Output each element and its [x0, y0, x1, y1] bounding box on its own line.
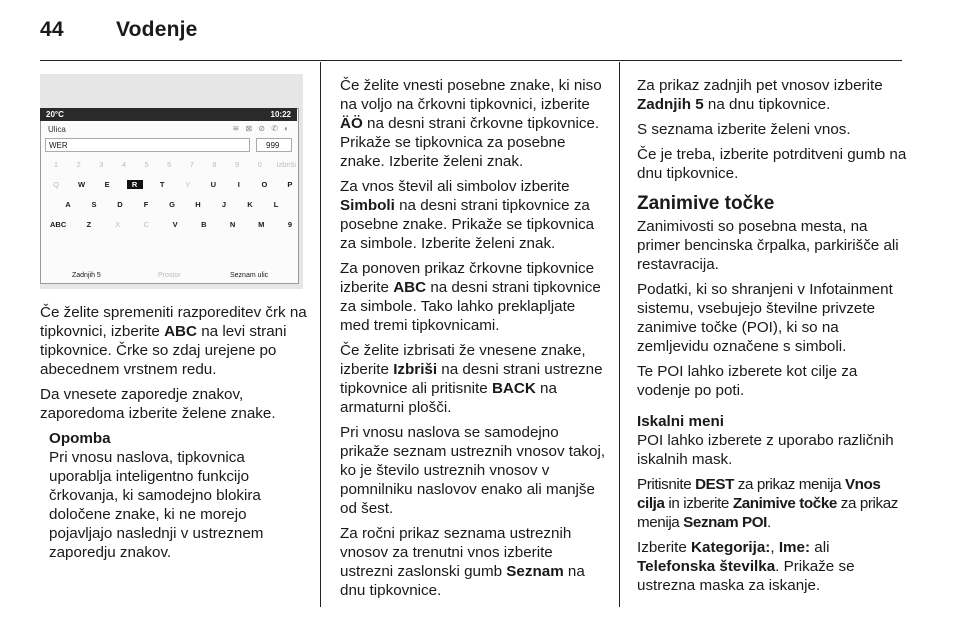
- column-divider-2: [619, 62, 620, 607]
- key[interactable]: I: [237, 180, 240, 189]
- key[interactable]: O: [261, 180, 268, 189]
- paragraph: Če je treba, izberite potrditveni gumb na dnu tipkovnice.: [637, 146, 907, 182]
- screen-title: Ulica: [48, 125, 66, 134]
- paragraph: Zanimivosti so posebna mesta, na primer bencinska črpalka, parkirišče ali restavracija.: [637, 218, 899, 273]
- paragraph: Izberite Kategorija:, Ime: ali Telefonska številka. Prikaže se ustrezna maska za iskanje.: [637, 539, 855, 594]
- column-1: [40, 303, 308, 562]
- symbols-key[interactable]: 9: [287, 220, 293, 229]
- status-bar: [40, 108, 297, 121]
- key[interactable]: 2: [76, 160, 81, 169]
- key[interactable]: M: [258, 220, 265, 229]
- street-list-button[interactable]: Seznam ulic: [230, 272, 269, 279]
- key[interactable]: 5: [144, 160, 149, 169]
- paragraph: POI lahko izberete z uporabo različnih iskalnih mask.: [637, 432, 894, 468]
- address-input[interactable]: WER: [45, 138, 250, 152]
- key[interactable]: 3: [99, 160, 104, 169]
- paragraph: Te POI lahko izberete kot cilje za vodenje po poti.: [637, 363, 858, 399]
- key[interactable]: 4: [121, 160, 126, 169]
- paragraph: Za ponoven prikaz črkovne tipkovnice izberite ABC na desni strani tipkovnice za simbole. Tako lahko preklapljate med tremi tipkovnicami.: [340, 260, 601, 334]
- key[interactable]: Z: [86, 220, 92, 229]
- key[interactable]: 9: [235, 160, 240, 169]
- key[interactable]: S: [91, 200, 97, 209]
- paragraph: Če želite izbrisati že vnesene znake, izberite Izbriši na desni strani ustrezne tipkovnice ali pritisnite BACK na armaturni plošči.: [340, 342, 603, 416]
- key[interactable]: W: [78, 180, 86, 189]
- match-count: 999: [256, 138, 292, 152]
- space-button[interactable]: Prostor: [158, 272, 181, 279]
- paragraph: Za prikaz zadnjih pet vnosov izberite Zadnjih 5 na dnu tipkovnice.: [637, 77, 883, 113]
- section-heading: Zanimive točke: [637, 193, 775, 214]
- key[interactable]: F: [143, 200, 149, 209]
- key[interactable]: 0: [257, 160, 262, 169]
- key[interactable]: B: [201, 220, 207, 229]
- key[interactable]: J: [221, 200, 227, 209]
- paragraph: Pritisnite DEST za prikaz menija Vnos cilja in izberite Zanimive točke za prikaz menija Seznam POI.: [637, 476, 898, 531]
- key[interactable]: G: [169, 200, 175, 209]
- status-icons: ≋ ⊠ ⊘ ✆ ◐: [232, 124, 291, 133]
- keyboard-screen-image: [40, 74, 303, 289]
- screen-panel: [40, 108, 299, 284]
- key[interactable]: 8: [212, 160, 217, 169]
- paragraph: Za ročni prikaz seznama ustreznih vnosov za trenutni vnos izberite ustrezni zaslonski gumb Seznam na dnu tipkovnice.: [340, 525, 585, 599]
- key[interactable]: T: [159, 180, 165, 189]
- delete-key[interactable]: Izbriši: [276, 160, 296, 169]
- paragraph: Da vnesete zaporedje znakov, zaporedoma izberite želene znake.: [40, 386, 276, 422]
- key[interactable]: L: [273, 200, 279, 209]
- keyboard-row-numbers: [50, 160, 296, 169]
- key[interactable]: X: [115, 220, 121, 229]
- page-number: 44: [40, 18, 64, 41]
- keyboard-row-asdf: [62, 200, 282, 209]
- status-clock: 10:22: [270, 110, 291, 119]
- key[interactable]: Q: [53, 180, 59, 189]
- key[interactable]: C: [143, 220, 150, 229]
- key[interactable]: N: [229, 220, 236, 229]
- keyboard-row-qwerty: [50, 180, 296, 189]
- key[interactable]: Y: [185, 180, 191, 189]
- key[interactable]: K: [247, 200, 253, 209]
- key[interactable]: U: [210, 180, 216, 189]
- key[interactable]: 7: [189, 160, 194, 169]
- screen-bottom-bar: [40, 269, 297, 282]
- key[interactable]: V: [172, 220, 178, 229]
- abc-key[interactable]: ABC: [50, 220, 67, 229]
- subsection-heading: Iskalni meni: [637, 413, 724, 430]
- column-2: [340, 76, 608, 606]
- key[interactable]: 6: [167, 160, 172, 169]
- section-title: Vodenje: [116, 18, 198, 41]
- key-selected[interactable]: R: [127, 180, 143, 189]
- key[interactable]: H: [195, 200, 201, 209]
- note-box: [49, 429, 308, 562]
- status-temperature: 20°C: [46, 110, 64, 119]
- key[interactable]: A: [65, 200, 71, 209]
- keyboard-row-zxcv: [50, 220, 296, 229]
- key[interactable]: P: [287, 180, 293, 189]
- note-title: Opomba: [49, 430, 111, 447]
- note-text: Pri vnosu naslova, tipkovnica uporablja inteligentno funkcijo črkovanja, ki samodejno blokira določene znake, ki ne morejo pojavljajo naslednji v ustreznem zaporedju znakov.: [49, 449, 264, 561]
- paragraph: Za vnos števil ali simbolov izberite Simboli na desni strani tipkovnice za posebne znake. Prikaže se tipkovnica za simbole. Izberite želeni znak.: [340, 178, 595, 252]
- key[interactable]: E: [104, 180, 110, 189]
- key[interactable]: D: [117, 200, 123, 209]
- last-5-button[interactable]: Zadnjih 5: [72, 272, 101, 279]
- column-divider-1: [320, 62, 321, 607]
- column-3: [637, 76, 907, 601]
- paragraph: S seznama izberite želeni vnos.: [637, 121, 851, 138]
- page-header: [40, 18, 198, 42]
- paragraph: Če želite vnesti posebne znake, ki niso na voljo na črkovni tipkovnici, izberite ÄÖ na desni strani črkovne tipkovnice. Prikaže se tipkovnica za posebne znake. Izberite želeni znak.: [340, 77, 602, 170]
- paragraph: Podatki, ki so shranjeni v Infotainment sistemu, vsebujejo številne privzete zanimive točke (POI), ki so na zemljevidu označene s simboli.: [637, 281, 893, 355]
- header-rule: [40, 60, 902, 61]
- paragraph: Če želite spremeniti razporeditev črk na tipkovnici, izberite ABC na levi strani tipkovnice. Črke so zdaj urejene po abecednem vrstnem redu.: [40, 304, 307, 378]
- key[interactable]: 1: [53, 160, 59, 169]
- paragraph: Pri vnosu naslova se samodejno prikaže seznam ustreznih vnosov takoj, ko je število ustreznih vnosov v pomnilniku naslovov enako ali manjše od šest.: [340, 424, 606, 517]
